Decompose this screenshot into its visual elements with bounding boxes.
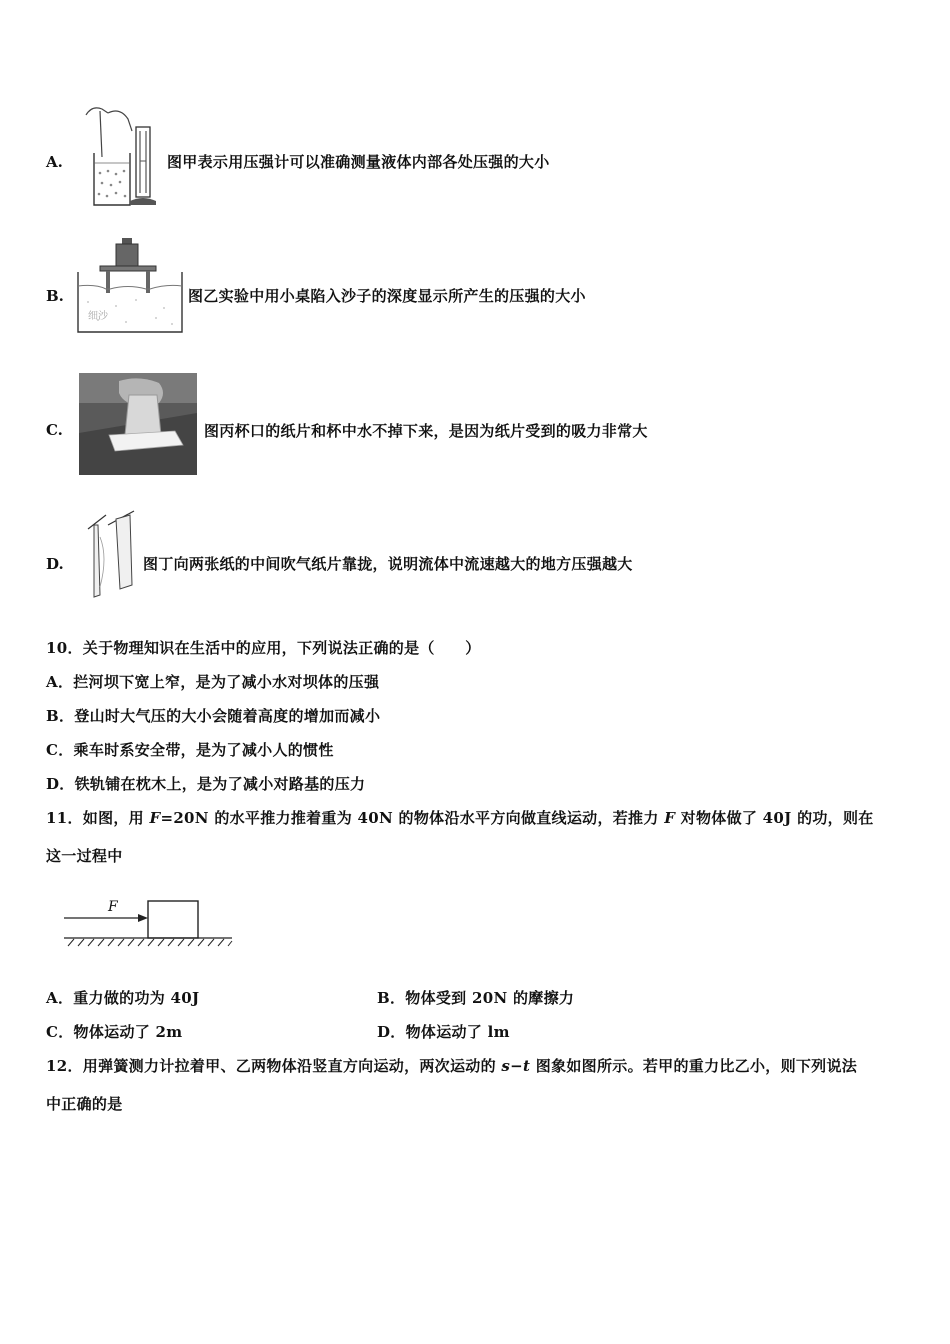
q12-stem-line1	[46, 1055, 857, 1076]
q11-stem-line2: 这一过程中	[46, 847, 123, 865]
q10-option-a: A．拦河坝下宽上窄，是为了减小水对坝体的压强	[46, 673, 380, 691]
q11-stem-line1	[46, 807, 874, 828]
q11-stem-part2: =20N 的水平推力推着重为 40N 的物体沿水平方向做直线运动，若推力	[160, 809, 665, 827]
option-d-label: D.	[46, 555, 64, 573]
inverted-cup-photo	[79, 373, 197, 475]
option-b-text: 图乙实验中用小桌陷入沙子的深度显示所产生的压强的大小	[188, 287, 586, 305]
block-push-figure	[62, 896, 234, 956]
q11-option-c: C．物体运动了 2m	[46, 1023, 183, 1041]
q11-force-symbol-2: F	[664, 809, 676, 827]
option-a-text: 图甲表示用压强计可以准确测量液体内部各处压强的大小	[167, 153, 550, 171]
pressure-gauge-figure	[80, 101, 162, 209]
option-b-label: B.	[46, 287, 64, 305]
q11-option-b: B．物体受到 20N 的摩擦力	[377, 989, 575, 1007]
option-a-label: A.	[46, 153, 63, 171]
option-c-text: 图丙杯口的纸片和杯中水不掉下来，是因为纸片受到的吸力非常大	[204, 422, 648, 440]
q10-stem: 10．关于物理知识在生活中的应用，下列说法正确的是（ ）	[46, 639, 481, 657]
sand-caption: 细沙	[88, 311, 108, 322]
q11-option-d: D．物体运动了 lm	[377, 1023, 510, 1041]
q10-option-c: C．乘车时系安全带，是为了减小人的惯性	[46, 741, 334, 759]
q12-stem-part2: 图象如图所示。若甲的重力比乙小，则下列说法	[530, 1057, 858, 1075]
q10-option-b: B．登山时大气压的大小会随着高度的增加而减小	[46, 707, 381, 725]
option-d-text: 图丁向两张纸的中间吹气纸片靠拢，说明流体中流速越大的地方压强越大	[143, 555, 633, 573]
q11-stem-part3: 对物体做了 40J 的功，则在	[675, 809, 874, 827]
q12-st-symbol: s−t	[501, 1057, 531, 1075]
q11-stem-part1: 11．如图，用	[46, 809, 150, 827]
q12-stem-line2: 中正确的是	[46, 1095, 123, 1113]
option-c-label: C.	[46, 421, 63, 439]
q11-option-a: A．重力做的功为 40J	[46, 989, 200, 1007]
q10-option-d: D．铁轨铺在枕木上，是为了减小对路基的压力	[46, 775, 366, 793]
q11-force-symbol: F	[149, 809, 161, 827]
figure-force-label: F	[108, 899, 118, 915]
q12-stem-part1: 12．用弹簧测力计拉着甲、乙两物体沿竖直方向运动，两次运动的	[46, 1057, 502, 1075]
two-papers-figure	[86, 507, 142, 599]
